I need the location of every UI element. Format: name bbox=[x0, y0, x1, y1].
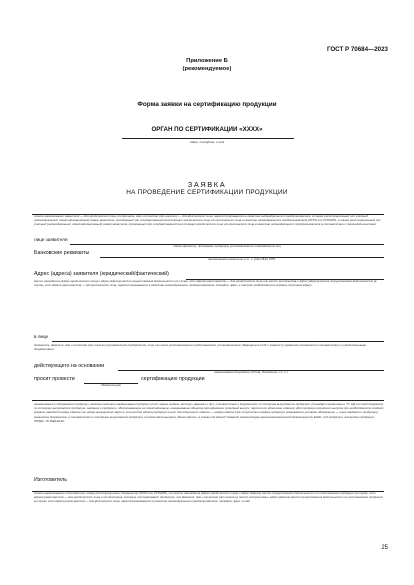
application-heading: ЗАЯВКА bbox=[187, 180, 227, 189]
in-person-label: в лице bbox=[34, 334, 49, 339]
product-caption: наименование и обозначение продукции, включая торговое наименование продукции (тип, марка, модель, артикул, вариант и др.), соответствие с документом, по которому выпускается продукция, (стандарт организации, ТУ, КД или иной документ), по которому выпускается продукция, сведения о продукции, обеспечивающие ее идентификацию, наименование объекта сертификации (серийный выпуск, партия или единичное изделие). Для продукции серийного выпуска при необходимости следует указать заводской номер изделия или номер выпущенной партии, количество единиц продукции в ней, для единичного изделия — номер изделия (при отсутствии номера продукции указывается условное обозначение — иные сведения о продукции), реквизиты документов, в соответствии с которыми выпускается продукция, а также дата выпуска, объем партии, а также код единой Товарной номенклатуры внешнеэкономической деятельности ЕАЭС, код продукции, код выдачи продукции ОКПД2, ТН ВЭД ЕАЭС bbox=[34, 402, 384, 423]
bank-label: Банковские реквизиты bbox=[34, 250, 90, 256]
manufacturer-label: Изготовитель bbox=[34, 477, 67, 483]
product-rule[interactable] bbox=[32, 400, 384, 401]
appendix-note: (рекомендуемое) bbox=[182, 66, 232, 72]
application-subheading: НА ПРОВЕДЕНИЕ СЕРТИФИКАЦИИ ПРОДУКЦИИ bbox=[126, 189, 288, 196]
form-title: Форма заявки на сертификацию продукции bbox=[137, 101, 277, 108]
appendix-title: Приложение Б bbox=[186, 58, 228, 64]
bank-caption: наименование реквизиты и т. ч. коды ИНН, КПП, bbox=[208, 257, 276, 261]
page-number: 25 bbox=[381, 545, 388, 551]
in-person-caption: должность, фамилия, имя и отчество (при наличии) руководителя предприятия, лица или иного уполномоченного представителя, уполномоченного обращаться в ОС с заявкой (с указанием полномочий в соответствии с учредительными документами) bbox=[34, 343, 367, 352]
certification-body-caption: Адрес, телефоны, e-mail bbox=[189, 140, 225, 144]
applicant-caption: полное наименование заявителя — для юридического лица или филиала, имя и отчество (при наличии) — для физического лица, зарегистрированного в качестве индивидуального предпринимателя, а также регистрационный или учетный (индивидуальный, идентификационный) номер заявителя, присвоенный при государственной регистрации юридического лица или физического лица в качестве индивидуального предпринимателя (ОГРН или ОГРНИП), а также регистрационный или учетный (индивидуальный, идентификационный) номер заявителя, присвоенный при государственной регистрации юридического лица или физического лица в качестве индивидуального предпринимателя в соответствии с законодательством bbox=[34, 214, 381, 227]
person-caption: идентификатор, программа, продукция, уполномоченного подразделения лиц bbox=[173, 244, 281, 248]
in-person-rule[interactable] bbox=[52, 341, 384, 342]
request-caption: обязательную bbox=[101, 383, 121, 387]
person-label: лице заявителя bbox=[34, 237, 68, 242]
certification-body-name: ОРГАН ПО СЕРТИФИКАЦИИ «ХХХХ» bbox=[151, 126, 263, 133]
request-prefix: просит провести bbox=[34, 376, 75, 382]
basis-caption: наименование документа (Устав, Положение и т. п.) bbox=[214, 370, 288, 374]
address-caption: место нахождения (адрес юридического лица) и адрес (адреса) места осуществления деятельности (в случае, если адреса различаются) — для юридического лица или место жительства и адрес (адреса) места осуществления деятельности (в случае, если адреса различаются) — для физического лица, зарегистрированного в качестве индивидуального предпринимателя, телефон, факс, e-mail (при необходимости указать почтовый адрес) bbox=[34, 279, 377, 288]
request-suffix: сертификацию продукции bbox=[141, 376, 205, 382]
standard-designation: ГОСТ Р 70684—2023 bbox=[326, 46, 388, 53]
certification-body-rule bbox=[122, 138, 294, 139]
address-label: Адрес (адреса) заявителя (юридический/фактический) bbox=[34, 271, 169, 277]
manufacturer-caption: полное наименование изготовителя, номер регистрационных документов (ОГРН или ОГРНИП), или место нахождения (адрес юридического лица) и адрес (адреса) места осуществления деятельности по изготовлению продукции (в случае, если адреса различаются) — для юридического лица и его филиалов, которые изготавливают продукцию, или фамилия, имя и отчество (при наличии), место жительства и адрес (адреса) места осуществления деятельности по изготовлению продукции (в случае, если адреса различаются) — для физического лица, зарегистрированного в качестве индивидуального предпринимателя, телефон, факс, e-mail bbox=[34, 491, 384, 504]
basis-label: действующего на основании bbox=[34, 363, 105, 369]
